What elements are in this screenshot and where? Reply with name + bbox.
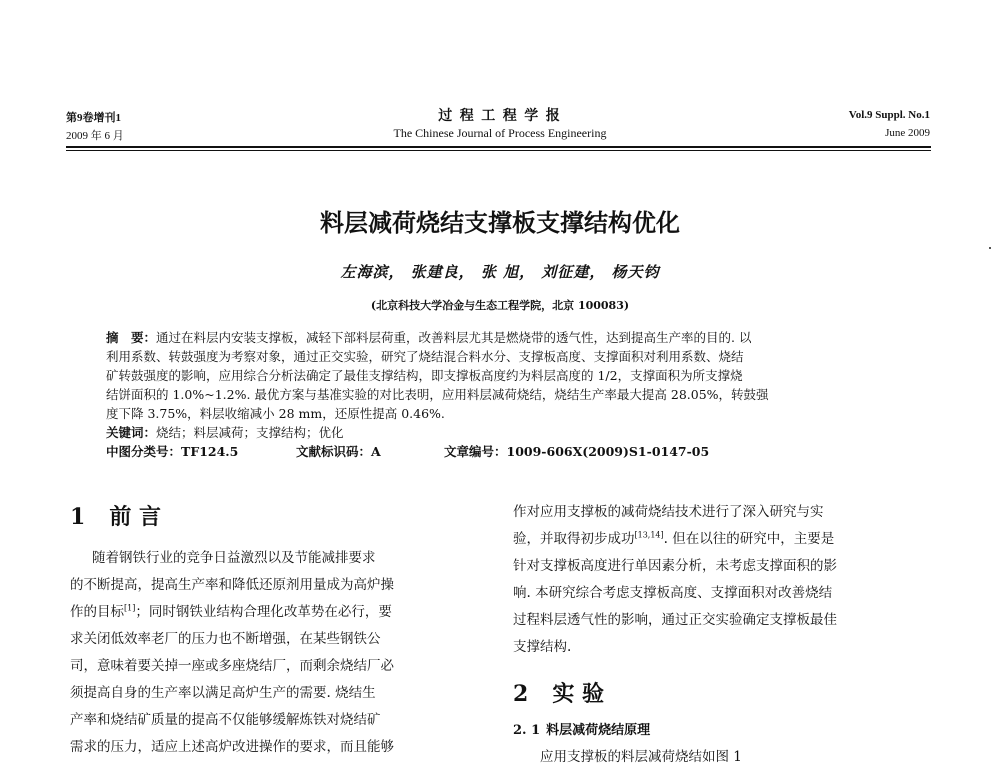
abstract-line-1: 摘 要：通过在料层内安装支撑板，减轻下部料层荷重，改善料层尤其是燃烧带的透气性，达到提高生产率的目的. 以 — [106, 330, 752, 345]
section-2-heading: 2 实 验 — [513, 681, 604, 707]
document-code: 文献标识码：A — [296, 444, 381, 459]
journal-title-en: The Chinese Journal of Process Engineering — [393, 126, 607, 140]
body-left-line-1: 随着钢铁行业的竞争日益激烈以及节能减排要求 — [92, 550, 376, 566]
body-left-line-8: 需求的压力，适应上述高炉改进操作的要求，而且能够 — [70, 739, 394, 755]
body-left-line-7: 产率和烧结矿质量的提高不仅能够缓解炼铁对烧结矿 — [70, 712, 381, 728]
body-left-line-4: 求关闭低效率老厂的压力也不断增强，在某些钢铁公 — [70, 631, 381, 647]
subsection-2-1-heading: 2. 1 料层减荷烧结原理 — [513, 723, 651, 738]
body-right-line-1: 作对应用支撑板的减荷烧结技术进行了深入研究与实 — [513, 504, 824, 520]
abstract-line-3: 矿转鼓强度的影响，应用综合分析法确定了最佳支撑结构，即支撑板高度约为料层高度的 1/2，支撑面积为所支撑烧 — [106, 368, 743, 383]
author-list: 左海滨， 张建良， 张 旭， 刘征建， 杨天钧 — [340, 263, 660, 281]
journal-volume: 第9卷增刊1 — [66, 112, 121, 124]
keywords: 关键词：烧结；料层减荷；支撑结构；优化 — [106, 425, 344, 440]
abstract-line-4: 结饼面积的 1.0%~1.2%. 最优方案与基准实验的对比表明，应用料层减荷烧结，烧结生产率最大提高 28.05%，转鼓强 — [106, 387, 769, 402]
body-left-line-5: 司，意味着要关掉一座或多座烧结厂，而剩余烧结厂必 — [70, 658, 394, 674]
body-left-line-3: 作的目标[1]；同时钢铁业结构合理化改革势在必行，要 — [70, 603, 392, 620]
speck — [989, 247, 991, 249]
paper-title: 料层减荷烧结支撑板支撑结构优化 — [320, 209, 680, 237]
clc-number: 中图分类号：TF124.5 — [106, 444, 239, 459]
journal-title-cn: 过 程 工 程 学 报 — [438, 109, 562, 124]
body-right-line-6: 支撑结构. — [513, 639, 572, 655]
body-right-line-2: 验，并取得初步成功[13,14]. 但在以往的研究中，主要是 — [513, 530, 835, 547]
abstract-line-2: 利用系数、转鼓强度为考察对象，通过正交实验，研究了烧结混合料水分、支撑板高度、支撑面积对利用系数、烧结 — [106, 349, 744, 364]
header-rule-thick — [66, 146, 931, 148]
body-right-line-7: 应用支撑板的料层减荷烧结如图 1 — [540, 749, 742, 765]
affiliation: (北京科技大学冶金与生态工程学院，北京 100083) — [370, 299, 630, 312]
body-left-line-2: 的不断提高，提高生产率和降低还原剂用量成为高炉操 — [70, 577, 394, 593]
section-1-heading: 1 前 言 — [70, 504, 161, 530]
body-right-line-4: 响. 本研究综合考虑支撑板高度、支撑面积对改善烧结 — [513, 585, 833, 601]
body-left-line-6: 须提高自身的生产率以满足高炉生产的需要. 烧结生 — [70, 685, 376, 701]
body-right-line-5: 过程料层透气性的影响，通过正交实验确定支撑板最佳 — [513, 612, 837, 628]
article-number: 文章编号：1009-606X(2009)S1-0147-05 — [444, 444, 710, 459]
header-rule-thin — [66, 150, 931, 151]
journal-date-en: June 2009 — [885, 127, 930, 139]
abstract-line-5: 度下降 3.75%，料层收缩减小 28 mm，还原性提高 0.46%. — [106, 406, 445, 421]
abstract-label: 摘 要： — [106, 330, 157, 345]
body-right-line-3: 针对支撑板高度进行单因素分析，未考虑支撑面积的影 — [513, 558, 837, 574]
journal-date: 2009 年 6 月 — [66, 130, 124, 142]
journal-volume-en: Vol.9 Suppl. No.1 — [848, 109, 930, 121]
